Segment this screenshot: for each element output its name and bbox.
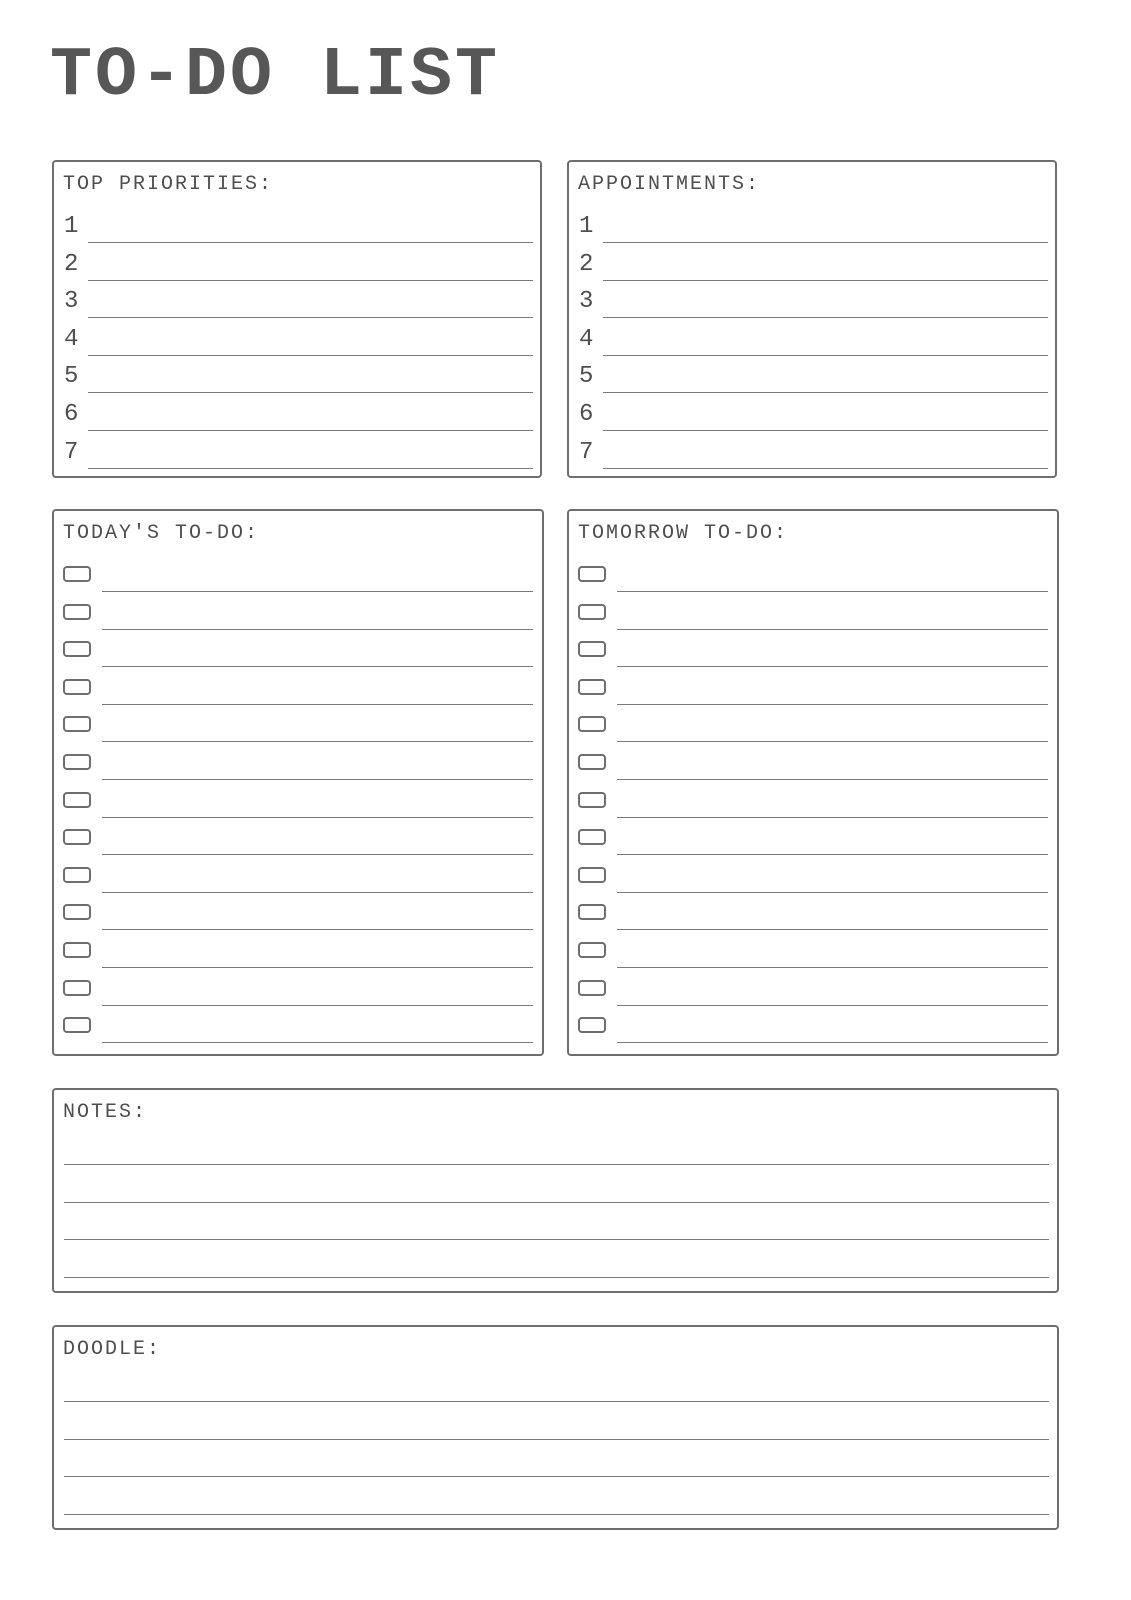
note-line[interactable] bbox=[64, 1401, 1049, 1402]
checkbox[interactable] bbox=[578, 792, 606, 808]
doodle-label: DOODLE: bbox=[63, 1338, 162, 1361]
checkbox[interactable] bbox=[63, 716, 91, 732]
row-number: 5 bbox=[64, 363, 79, 391]
checkbox[interactable] bbox=[578, 980, 606, 996]
row-number: 6 bbox=[579, 401, 594, 428]
row-number: 1 bbox=[579, 213, 594, 240]
numbered-row bbox=[54, 318, 540, 356]
notes-label: NOTES: bbox=[63, 1101, 148, 1124]
appointments-label: APPOINTMENTS: bbox=[578, 173, 761, 196]
row-number: 2 bbox=[64, 250, 79, 278]
todo-row bbox=[54, 554, 542, 592]
checkbox[interactable] bbox=[63, 754, 91, 770]
checkbox[interactable] bbox=[63, 566, 91, 582]
checkbox[interactable] bbox=[63, 829, 91, 845]
checkbox[interactable] bbox=[63, 1017, 91, 1033]
numbered-row bbox=[54, 243, 540, 281]
numbered-row bbox=[54, 355, 540, 393]
todo-row bbox=[54, 1005, 542, 1043]
todays-todo-label: TODAY'S TO-DO: bbox=[63, 522, 260, 545]
todo-row bbox=[54, 629, 542, 667]
checkbox[interactable] bbox=[63, 942, 91, 958]
checkbox[interactable] bbox=[63, 904, 91, 920]
top-priorities-panel bbox=[52, 160, 542, 478]
numbered-row bbox=[569, 431, 1055, 469]
todo-row bbox=[569, 930, 1057, 968]
top-priorities-label: TOP PRIORITIES: bbox=[63, 173, 274, 196]
numbered-row bbox=[569, 280, 1055, 318]
numbered-row bbox=[569, 318, 1055, 356]
numbered-row bbox=[569, 205, 1055, 243]
numbered-row bbox=[569, 243, 1055, 281]
row-number: 7 bbox=[64, 438, 79, 466]
checkbox[interactable] bbox=[63, 792, 91, 808]
checkbox[interactable] bbox=[63, 604, 91, 620]
row-number: 7 bbox=[579, 438, 594, 466]
todo-row bbox=[54, 968, 542, 1006]
write-line[interactable] bbox=[102, 1042, 533, 1043]
todo-row bbox=[569, 667, 1057, 705]
checkbox[interactable] bbox=[578, 716, 606, 732]
todo-row bbox=[569, 592, 1057, 630]
notes-panel bbox=[52, 1088, 1059, 1293]
note-line[interactable] bbox=[64, 1277, 1049, 1278]
row-number: 3 bbox=[64, 288, 79, 316]
row-number: 4 bbox=[64, 325, 79, 353]
todo-row bbox=[569, 704, 1057, 742]
tomorrow-todo-label: TOMORROW TO-DO: bbox=[578, 522, 789, 545]
todo-row bbox=[569, 742, 1057, 780]
numbered-row bbox=[54, 431, 540, 469]
note-line[interactable] bbox=[64, 1439, 1049, 1440]
checkbox[interactable] bbox=[63, 867, 91, 883]
row-number: 5 bbox=[579, 363, 594, 391]
checkbox[interactable] bbox=[578, 754, 606, 770]
numbered-row bbox=[54, 205, 540, 243]
todo-row bbox=[54, 855, 542, 893]
checkbox[interactable] bbox=[578, 1017, 606, 1033]
numbered-row bbox=[569, 355, 1055, 393]
row-number: 2 bbox=[579, 250, 594, 278]
write-line[interactable] bbox=[88, 468, 533, 469]
note-line[interactable] bbox=[64, 1514, 1049, 1515]
note-line[interactable] bbox=[64, 1239, 1049, 1240]
note-line[interactable] bbox=[64, 1476, 1049, 1477]
checkbox[interactable] bbox=[578, 641, 606, 657]
checkbox[interactable] bbox=[578, 867, 606, 883]
checkbox[interactable] bbox=[578, 942, 606, 958]
todo-row bbox=[54, 742, 542, 780]
note-line[interactable] bbox=[64, 1202, 1049, 1203]
row-number: 6 bbox=[64, 401, 79, 428]
page-title: TO-DO LIST bbox=[50, 37, 501, 116]
write-line[interactable] bbox=[603, 468, 1048, 469]
todo-row bbox=[54, 817, 542, 855]
numbered-row bbox=[54, 280, 540, 318]
todo-row bbox=[569, 629, 1057, 667]
checkbox[interactable] bbox=[63, 980, 91, 996]
todo-row bbox=[54, 930, 542, 968]
todo-row bbox=[569, 892, 1057, 930]
checkbox[interactable] bbox=[578, 679, 606, 695]
row-number: 1 bbox=[64, 213, 79, 240]
todo-row bbox=[569, 968, 1057, 1006]
checkbox[interactable] bbox=[63, 641, 91, 657]
numbered-row bbox=[569, 393, 1055, 431]
doodle-panel bbox=[52, 1325, 1059, 1530]
tomorrow-todo-panel bbox=[567, 509, 1059, 1056]
todo-row bbox=[54, 592, 542, 630]
checkbox[interactable] bbox=[578, 604, 606, 620]
checkbox[interactable] bbox=[578, 829, 606, 845]
todo-row bbox=[54, 892, 542, 930]
write-line[interactable] bbox=[617, 1042, 1048, 1043]
todo-row bbox=[569, 554, 1057, 592]
todays-todo-panel bbox=[52, 509, 544, 1056]
todo-row bbox=[569, 780, 1057, 818]
note-line[interactable] bbox=[64, 1164, 1049, 1165]
numbered-row bbox=[54, 393, 540, 431]
checkbox[interactable] bbox=[578, 904, 606, 920]
checkbox[interactable] bbox=[578, 566, 606, 582]
todo-row bbox=[569, 817, 1057, 855]
todo-row bbox=[569, 855, 1057, 893]
todo-row bbox=[54, 780, 542, 818]
row-number: 4 bbox=[579, 325, 594, 353]
checkbox[interactable] bbox=[63, 679, 91, 695]
todo-row bbox=[54, 667, 542, 705]
todo-row bbox=[569, 1005, 1057, 1043]
appointments-panel bbox=[567, 160, 1057, 478]
todo-row bbox=[54, 704, 542, 742]
row-number: 3 bbox=[579, 288, 594, 316]
